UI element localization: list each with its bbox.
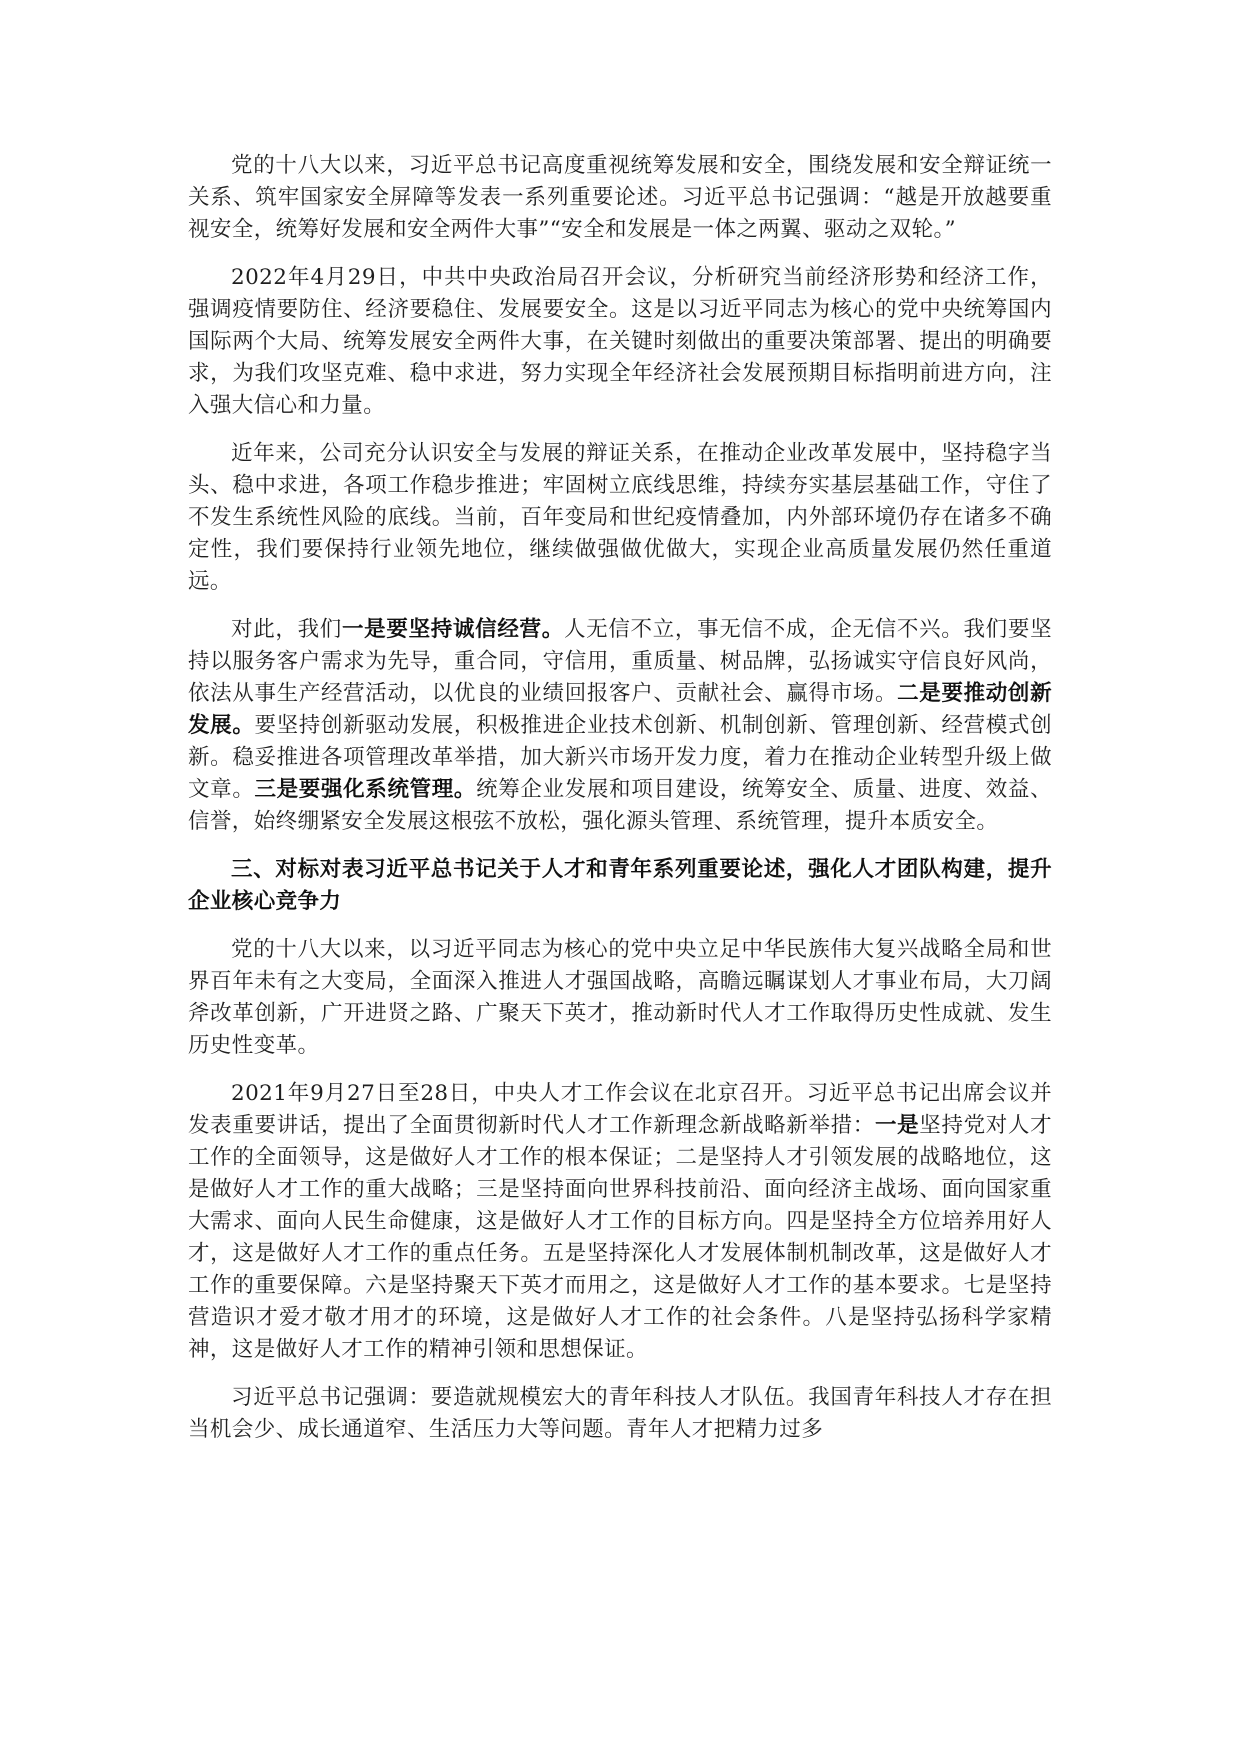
paragraph-development-security-intro: 党的十八大以来，习近平总书记高度重视统筹发展和安全，围绕发展和安全辩证统一关系、筑牢国家安全屏障等发表一系列重要论述。习近平总书记强调：“越是开放越要重视安全，统筹好发展和安全两件大事”“安全和发展是一体之两翼、驱动之双轮。” — [188, 153, 1052, 242]
section-heading-talent: 三、对标对表习近平总书记关于人才和青年系列重要论述，强化人才团队构建，提升企业核心竞争力 — [188, 857, 1052, 914]
bold-point-innovation: 二是要推动创新发展。 — [188, 681, 1052, 738]
text-run: 人无信不立，事无信不成，企无信不兴。我们要坚持以服务客户需求为先导，重合同，守信用，重质量、树品牌，弘扬诚实守信良好风尚，依法从事生产经营活动，以优良的业绩回报客户、贡献社会、赢得市场。 — [188, 617, 1052, 706]
bold-point-integrity: 一是要坚持诚信经营。 — [341, 617, 564, 642]
paragraph-talent-conference — [188, 1078, 1052, 1366]
text-run: 2021年9月27日至28日，中央人才工作会议在北京召开。习近平总书记出席会议并发表重要讲话，提出了全面贯彻新时代人才工作新理念新战略新举措： — [188, 1081, 1052, 1138]
paragraph-young-talent: 习近平总书记强调：要造就规模宏大的青年科技人才队伍。我国青年科技人才存在担当机会少、成长通道窄、生活压力大等问题。青年人才把精力过多 — [188, 1385, 1052, 1442]
text-run: 坚持党对人才工作的全面领导，这是做好人才工作的根本保证；二是坚持人才引领发展的战略地位，这是做好人才工作的重大战略；三是坚持面向世界科技前沿、面向经济主战场、面向国家重大需求、面向人民生命健康，这是做好人才工作的目标方向。四是坚持全方位培养用好人才，这是做好人才工作的重点任务。五是坚持深化人才发展体制机制改革，这是做好人才工作的重要保障。六是坚持聚天下英才而用之，这是做好人才工作的基本要求。七是坚持营造识才爱才敬才用才的环境，这是做好人才工作的社会条件。八是坚持弘扬科学家精神，这是做好人才工作的精神引领和思想保证。 — [188, 1113, 1052, 1362]
text-run: 统筹企业发展和项目建设，统筹安全、质量、进度、效益、信誉，始终绷紧安全发展这根弦不放松，强化源头管理、系统管理，提升本质安全。 — [188, 777, 1052, 834]
paragraph-company-recent-years: 近年来，公司充分认识安全与发展的辩证关系，在推动企业改革发展中，坚持稳字当头、稳中求进，各项工作稳步推进；牢固树立底线思维，持续夯实基层基础工作，守住了不发生系统性风险的底线。当前，百年变局和世纪疫情叠加，内外部环境仍存在诸多不确定性，我们要保持行业领先地位，继续做强做优做大，实现企业高质量发展仍然任重道远。 — [188, 441, 1052, 594]
bold-point-first: 一是 — [874, 1113, 920, 1138]
paragraph-talent-strategy: 党的十八大以来，以习近平同志为核心的党中央立足中华民族伟大复兴战略全局和世界百年未有之大变局，全面深入推进人才强国战略，高瞻远瞩谋划人才事业布局，大刀阔斧改革创新，广开进贤之路、广聚天下英才，推动新时代人才工作取得历史性成就、发生历史性变革。 — [188, 937, 1052, 1058]
text-run: 要坚持创新驱动发展，积极推进企业技术创新、机制创新、管理创新、经营模式创新。稳妥推进各项管理改革举措，加大新兴市场开发力度，着力在推动企业转型升级上做文章。 — [188, 713, 1052, 802]
paragraph-politburo-meeting: 2022年4月29日，中共中央政治局召开会议，分析研究当前经济形势和经济工作，强调疫情要防住、经济要稳住、发展要安全。这是以习近平同志为核心的党中央统筹国内国际两个大局、统筹发展安全两件大事，在关键时刻做出的重要决策部署、提出的明确要求，为我们攻坚克难、稳中求进，努力实现全年经济社会发展预期目标指明前进方向，注入强大信心和力量。 — [188, 265, 1052, 418]
paragraph-three-measures — [188, 614, 1052, 838]
text-run: 对此，我们 — [231, 617, 342, 642]
bold-point-system-management: 三是要强化系统管理。 — [254, 777, 477, 802]
